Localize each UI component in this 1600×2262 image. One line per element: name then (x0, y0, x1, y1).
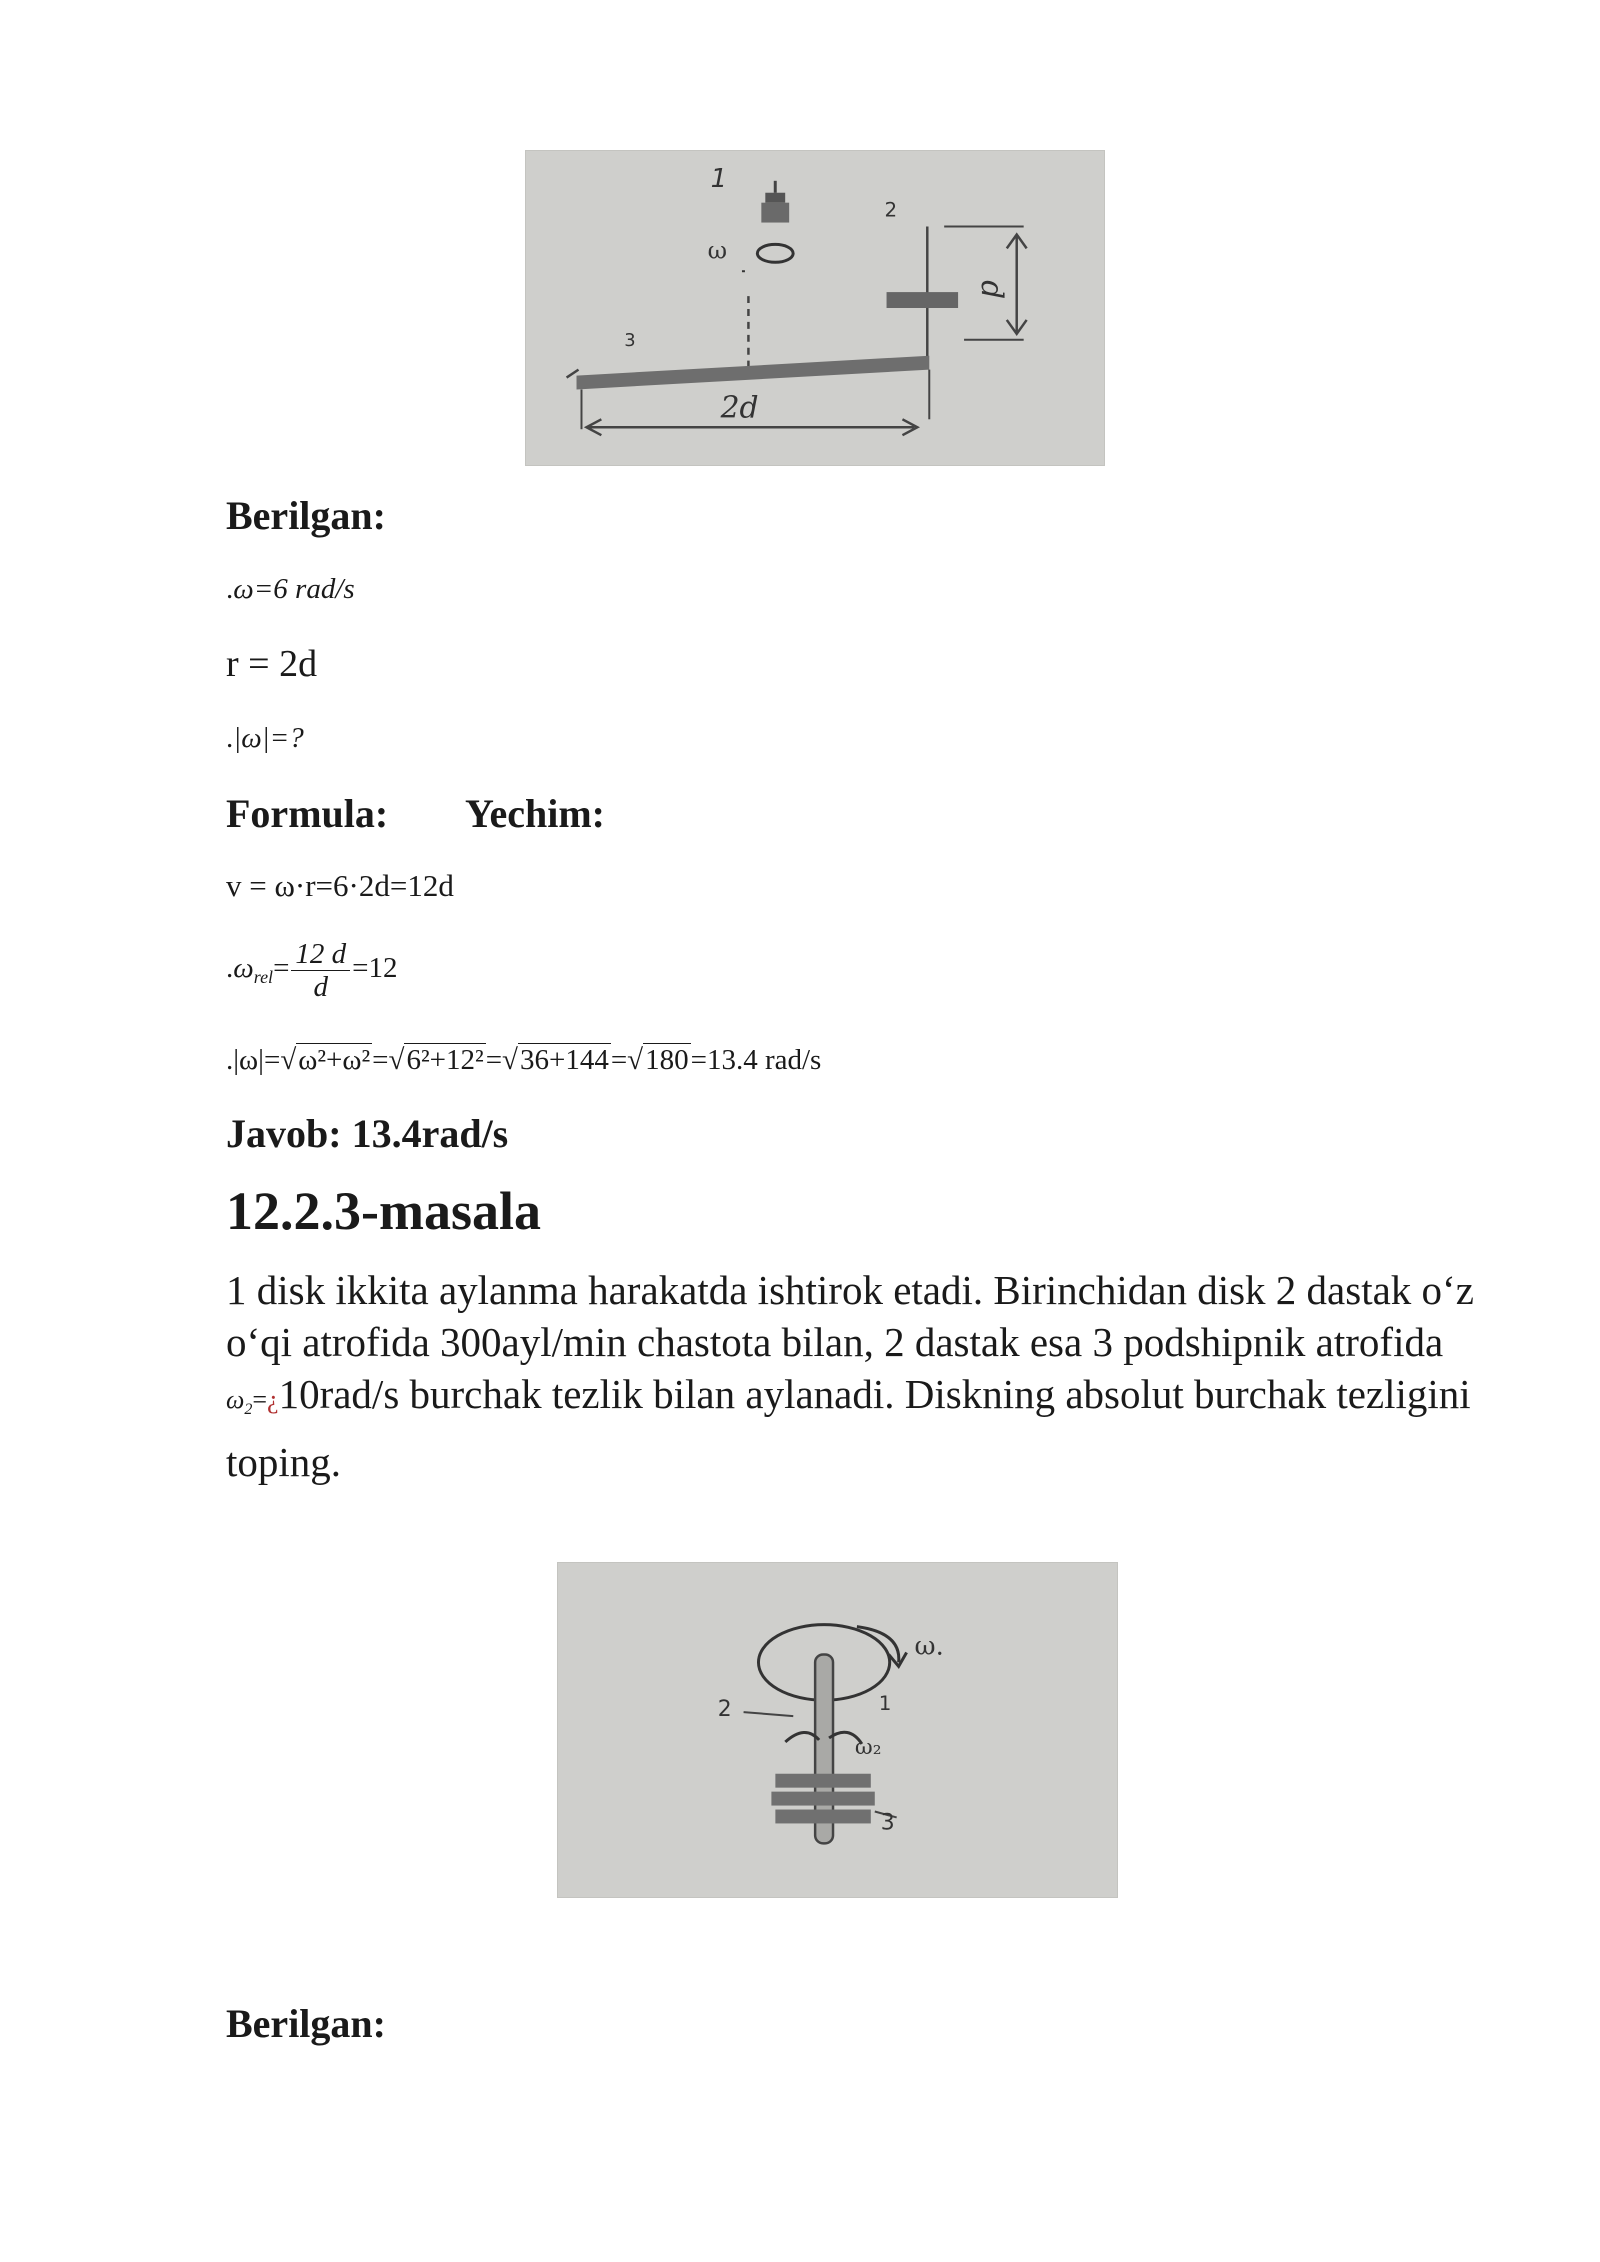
answer-line: Javob: 13.4rad/s (226, 1111, 509, 1156)
rel-fraction: $\frac{12 d}{d}$ (291, 938, 350, 1003)
figure1-label-d: d (973, 280, 1009, 300)
bearing-3-ring1 (775, 1774, 870, 1788)
figure-1-photo (525, 150, 1105, 466)
figure2-label-1: 1 (878, 1692, 892, 1716)
figure2-label-omega0: ω. (914, 1631, 944, 1662)
figure1-label-1: 1 (710, 163, 728, 194)
bearing-3-ring3 (775, 1810, 870, 1824)
figure1-label-2d: 2d (720, 390, 759, 426)
figure1-label-3: 3 (624, 329, 636, 351)
figure-1-drawing (526, 151, 1104, 465)
part3-bar (577, 356, 930, 390)
figure1-label-omega: ω (707, 236, 728, 265)
given-heading-2: Berilgan: (226, 2001, 386, 2046)
part1-top (765, 193, 785, 203)
given-unknown: .|ω|=? (226, 722, 304, 754)
figure-2-photo (557, 1562, 1118, 1898)
omega-rotation-icon (757, 244, 793, 262)
problem2-title: 12.2.3-masala (226, 1181, 541, 1241)
given-omega: .ω=6 rad/s (226, 573, 355, 605)
formula-heading: Formula: (226, 791, 389, 836)
solution-heading: Yechim: (465, 791, 605, 836)
solution-v-line: v = ω·r=6·2d=12d (226, 868, 454, 903)
part2-disk (887, 292, 959, 308)
figure2-label-3: 3 (880, 1810, 895, 1836)
figure2-label-2: 2 (717, 1697, 732, 1723)
given-r: r = 2d (226, 643, 318, 685)
solution-abs-line: .|ω|=√ω²+ω²=√6²+12²=√36+144=√180=13.4 rad/s (226, 1044, 822, 1076)
figure1-label-2: 2 (884, 198, 898, 222)
given-heading-1: Berilgan: (226, 493, 386, 538)
figure-2-drawing (558, 1563, 1117, 1897)
bearing-3-ring2 (771, 1792, 874, 1806)
solution-rel-line: $.\omega_{rel}=$ $\frac{12 d}{d}$ =12 (226, 938, 398, 1003)
problem2-text: 1 disk ikkita aylanma harakatda ishtirok etadi. Birinchidan disk 2 dastak o‘z o‘qi atrofida 300ayl/min chastota bilan, 2 dastak esa 3 podshipnik atrofida $\omega_2=¿10rad/s$ burchak tezlik bilan aylanadi. Diskning absolut burchak tezligini toping. (226, 1267, 1474, 1485)
part1-body (761, 203, 789, 223)
figure2-label-omega2: ω₂ (854, 1734, 882, 1760)
